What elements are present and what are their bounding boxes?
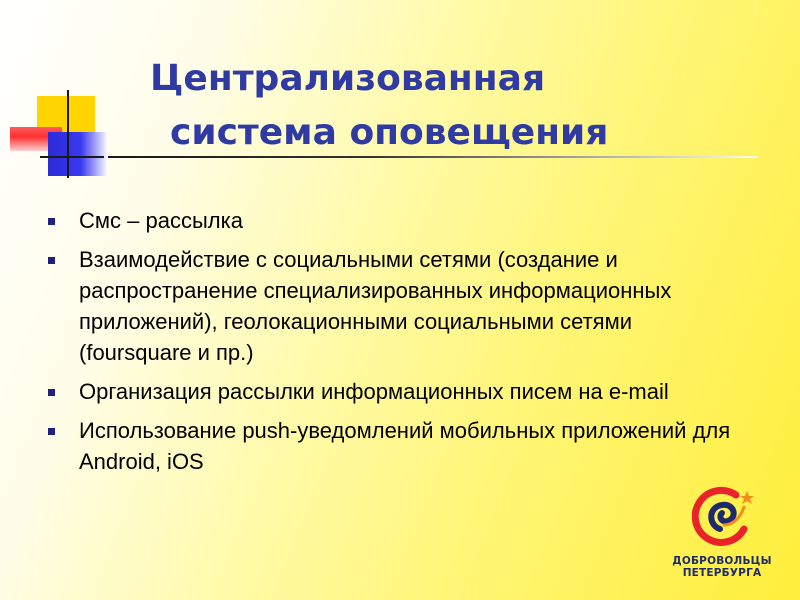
bullet-item: [48, 205, 748, 236]
bullet-text: Взаимодействие с социальными сетями (создание и распространение специализированных информационных приложений), геолокационными социальными сетями (foursquare и пр.): [79, 247, 672, 365]
decorative-blue-square: [48, 132, 108, 176]
dobrovoltsy-logo-icon: [692, 485, 756, 549]
star-icon: [740, 491, 754, 504]
bullet-marker-icon: [48, 218, 55, 225]
bullet-text: Организация рассылки информационных писем на e-mail: [79, 379, 669, 404]
logo-line-2: ПЕТЕРБУРГА: [682, 567, 762, 579]
bullet-marker-icon: [48, 389, 55, 396]
bullet-marker-icon: [48, 428, 55, 435]
title-line-2: система оповещения: [170, 112, 609, 153]
bullet-item: [48, 415, 748, 477]
decorative-horizontal-line: [40, 156, 104, 158]
dobrovoltsy-logo: [660, 485, 780, 585]
title-line-1: Централизованная: [150, 58, 546, 99]
logo-line-1: ДОБРОВОЛЬЦЫ: [672, 555, 772, 567]
logo-text: [660, 555, 784, 579]
bullet-item: [48, 376, 748, 407]
decorative-vertical-line: [67, 90, 69, 178]
slide-title: [150, 52, 710, 160]
bullet-list: [48, 205, 748, 485]
bullet-marker-icon: [48, 257, 55, 264]
bullet-item: [48, 244, 748, 368]
bullet-text: Использование push-уведомлений мобильных приложений для Android, iOS: [79, 418, 731, 474]
bullet-text: Смс – рассылка: [79, 208, 243, 233]
